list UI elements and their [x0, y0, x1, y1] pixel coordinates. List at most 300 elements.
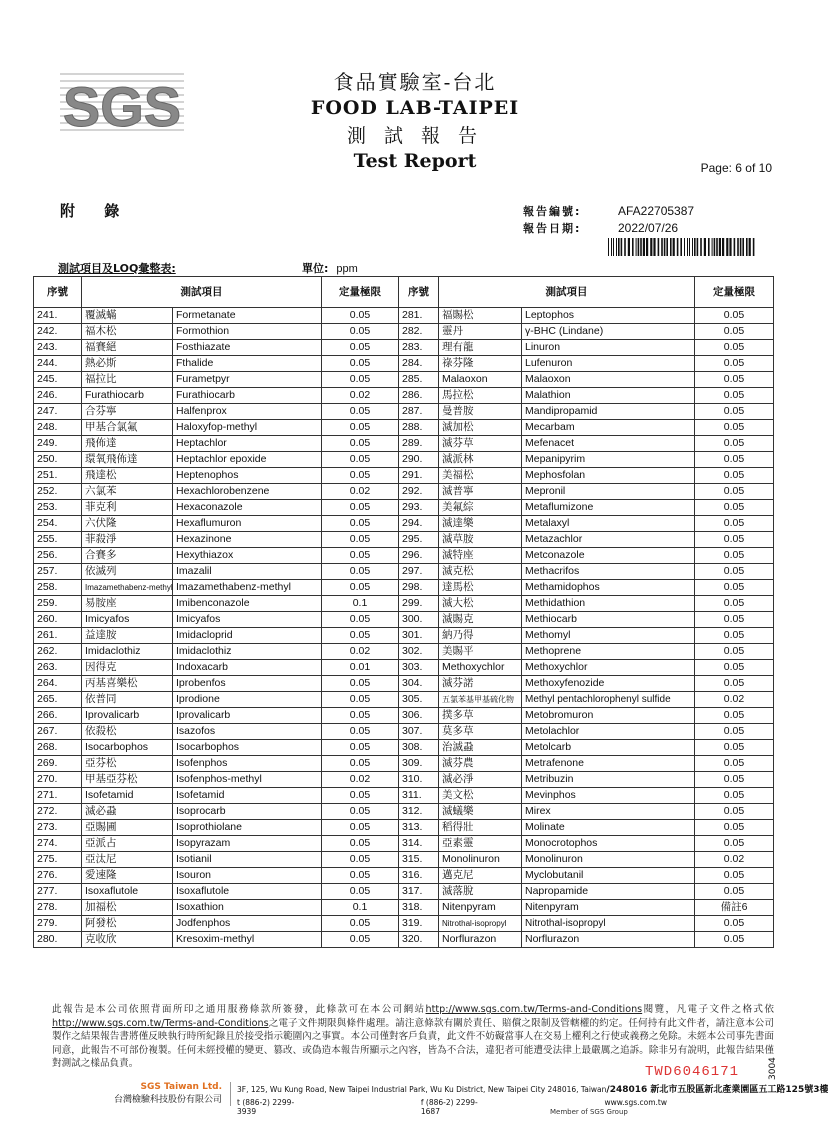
loq-value: 0.05	[695, 788, 774, 804]
item-name-zh: 稻得壯	[439, 820, 522, 836]
row-number: 315.	[399, 852, 439, 868]
item-name-en: Hexachlorobenzene	[173, 484, 322, 500]
row-number: 282.	[399, 324, 439, 340]
item-name-zh: 甲基亞芬松	[82, 772, 173, 788]
loq-value: 0.02	[322, 388, 399, 404]
loq-value: 0.05	[322, 372, 399, 388]
item-name-zh: Methoxychlor	[439, 660, 522, 676]
loq-value: 備註6	[695, 900, 774, 916]
item-name-en: Isoprothiolane	[173, 820, 322, 836]
item-name-zh: 滅派林	[439, 452, 522, 468]
item-name-zh: 依滅列	[82, 564, 173, 580]
barcode-bar	[734, 238, 736, 256]
item-name-en: Mepronil	[522, 484, 695, 500]
table-row	[34, 868, 774, 884]
item-name-zh: 邁克尼	[439, 868, 522, 884]
item-name-zh: 亞素靈	[439, 836, 522, 852]
unit-value: ppm	[336, 263, 358, 275]
item-name-en: Lufenuron	[522, 356, 695, 372]
row-number: 272.	[34, 804, 82, 820]
row-number: 244.	[34, 356, 82, 372]
loq-value: 0.05	[695, 628, 774, 644]
row-number: 311.	[399, 788, 439, 804]
item-name-en: Isoxaflutole	[173, 884, 322, 900]
terms-link[interactable]: http://www.sgs.com.tw/Terms-and-Conditions	[52, 1017, 269, 1029]
item-name-zh: 福木松	[82, 324, 173, 340]
item-name-en: Isazofos	[173, 724, 322, 740]
loq-value: 0.05	[695, 436, 774, 452]
item-name-en: Metolachlor	[522, 724, 695, 740]
item-name-zh: Norflurazon	[439, 932, 522, 948]
row-number: 301.	[399, 628, 439, 644]
table-row	[34, 580, 774, 596]
table-row	[34, 900, 774, 916]
item-name-zh: 美文松	[439, 788, 522, 804]
table-row	[34, 916, 774, 932]
barcode-bar	[638, 238, 640, 256]
item-name-zh: Nitenpyram	[439, 900, 522, 916]
loq-value: 0.05	[322, 852, 399, 868]
barcode-bar	[694, 238, 696, 256]
row-number: 254.	[34, 516, 82, 532]
loq-value: 0.02	[695, 852, 774, 868]
loq-value: 0.05	[695, 820, 774, 836]
table-row	[34, 708, 774, 724]
barcode-bar	[628, 238, 630, 256]
item-name-zh: 環氧飛佈達	[82, 452, 173, 468]
row-number: 274.	[34, 836, 82, 852]
item-name-zh: 治滅蝨	[439, 740, 522, 756]
row-number: 306.	[399, 708, 439, 724]
item-name-zh: 阿發松	[82, 916, 173, 932]
item-name-en: Nitenpyram	[522, 900, 695, 916]
address-en: 3F, 125, Wu Kung Road, New Taipei Industrial Park, Wu Ku District, New Taipei City 248016, Taiwan	[237, 1085, 607, 1094]
item-name-en: Malaoxon	[522, 372, 695, 388]
item-name-en: Iprodione	[173, 692, 322, 708]
item-name-en: Hexaflumuron	[173, 516, 322, 532]
loq-value: 0.1	[322, 900, 399, 916]
item-name-zh: 福拉比	[82, 372, 173, 388]
loq-value: 0.05	[322, 756, 399, 772]
item-name-zh: 滅蟻樂	[439, 804, 522, 820]
report-title-en: Test Report	[353, 150, 477, 172]
item-name-en: Indoxacarb	[173, 660, 322, 676]
item-name-en: Imazalil	[173, 564, 322, 580]
item-name-zh: 滅落脫	[439, 884, 522, 900]
loq-value: 0.05	[695, 484, 774, 500]
row-number: 249.	[34, 436, 82, 452]
row-number: 255.	[34, 532, 82, 548]
item-name-zh: Imicyafos	[82, 612, 173, 628]
loq-value: 0.05	[322, 356, 399, 372]
loq-value: 0.05	[695, 660, 774, 676]
table-row	[34, 820, 774, 836]
row-number: 305.	[399, 692, 439, 708]
item-name-en: Malathion	[522, 388, 695, 404]
loq-value: 0.05	[322, 932, 399, 948]
barcode-bar	[729, 238, 731, 256]
barcode-bar	[640, 238, 642, 256]
col-loq: 定量極限	[695, 277, 774, 308]
barcode-bar	[740, 238, 742, 256]
loq-value: 0.05	[695, 916, 774, 932]
item-name-zh: 撲多草	[439, 708, 522, 724]
barcode-bar	[677, 238, 679, 256]
barcode-bar	[673, 238, 675, 256]
item-name-zh: Malaoxon	[439, 372, 522, 388]
barcode-bar	[722, 238, 724, 256]
loq-value: 0.05	[695, 420, 774, 436]
item-name-en: Halfenprox	[173, 404, 322, 420]
loq-value: 0.05	[322, 916, 399, 932]
loq-value: 0.05	[322, 836, 399, 852]
row-number: 316.	[399, 868, 439, 884]
barcode-bar	[697, 238, 699, 256]
unit-label: 單位:	[302, 262, 329, 275]
barcode-bar	[613, 238, 614, 256]
row-number: 251.	[34, 468, 82, 484]
item-name-zh: 飛達松	[82, 468, 173, 484]
company-zh: 台灣檢驗科技股份有限公司	[113, 1095, 222, 1105]
item-name-en: Mephosfolan	[522, 468, 695, 484]
row-number: 256.	[34, 548, 82, 564]
table-row	[34, 388, 774, 404]
row-number: 314.	[399, 836, 439, 852]
item-name-en: Monocrotophos	[522, 836, 695, 852]
row-number: 253.	[34, 500, 82, 516]
loq-value: 0.05	[322, 340, 399, 356]
row-number: 317.	[399, 884, 439, 900]
item-name-zh: 加福松	[82, 900, 173, 916]
disclaimer-text-3: 之電子文件期限與條件處理。請注意條款有關於責任、賠償之限制及管轄權的約定。任何持有此文件者，請注意本公司製作之結果報告書將僅反映執行時所紀錄且於接受指示範圍內之事實。本公司僅對客戶負責，此文件不妨礙當事人在交易上權利之行使或義務之免除。未經本公司事先書面同意，此報告不可部份複製。任何未經授權的變更、篡改、或偽造本報告所顯示之內容，皆為不合法，違犯者可能遭受法律上最嚴厲之追訴。除非另有說明，此報告結果僅對測試之樣品負責。	[52, 1017, 774, 1069]
item-name-en: Napropamide	[522, 884, 695, 900]
barcode-bar	[726, 238, 728, 256]
item-name-zh: 達馬松	[439, 580, 522, 596]
disclaimer	[52, 1003, 774, 1071]
item-name-zh: 覆滅蟎	[82, 308, 173, 324]
item-name-en: Furathiocarb	[173, 388, 322, 404]
loq-value: 0.1	[322, 596, 399, 612]
item-name-en: Haloxyfop-methyl	[173, 420, 322, 436]
item-name-zh: 曼普胺	[439, 404, 522, 420]
item-name-en: Isotianil	[173, 852, 322, 868]
row-number: 289.	[399, 436, 439, 452]
barcode-bar	[658, 238, 660, 256]
loq-value: 0.05	[322, 308, 399, 324]
company-en: SGS Taiwan Ltd.	[140, 1082, 222, 1092]
item-name-zh: 克收欣	[82, 932, 173, 948]
table-row	[34, 340, 774, 356]
loq-value: 0.05	[322, 324, 399, 340]
item-name-en: Imidaclothiz	[173, 644, 322, 660]
row-number: 242.	[34, 324, 82, 340]
row-number: 278.	[34, 900, 82, 916]
item-name-en: Metobromuron	[522, 708, 695, 724]
report-date: 2022/07/26	[618, 220, 679, 235]
loq-value: 0.05	[695, 340, 774, 356]
loq-value: 0.05	[322, 628, 399, 644]
disclaimer-text-2: 閱覽，凡電子文件之格式依	[642, 1004, 775, 1015]
table-row	[34, 852, 774, 868]
svg-text:SGS: SGS	[62, 75, 182, 138]
item-name-zh: 易胺座	[82, 596, 173, 612]
loq-value: 0.05	[695, 612, 774, 628]
loq-value: 0.05	[695, 804, 774, 820]
row-number: 313.	[399, 820, 439, 836]
item-name-en: Heptachlor	[173, 436, 322, 452]
item-name-zh: 熱必斯	[82, 356, 173, 372]
item-name-zh: 飛佈達	[82, 436, 173, 452]
col-item: 測試項目	[439, 277, 695, 308]
item-name-zh: 滅必淨	[439, 772, 522, 788]
item-name-en: Isocarbophos	[173, 740, 322, 756]
item-name-zh: 理有龍	[439, 340, 522, 356]
footer-company	[92, 1082, 222, 1105]
row-number: 295.	[399, 532, 439, 548]
item-name-en: Isoxathion	[173, 900, 322, 916]
loq-value: 0.05	[695, 516, 774, 532]
item-name-en: Hexythiazox	[173, 548, 322, 564]
barcode-bar	[742, 238, 744, 256]
barcode-bar	[704, 238, 706, 256]
item-name-zh: 丙基喜樂松	[82, 676, 173, 692]
row-number: 308.	[399, 740, 439, 756]
row-number: 243.	[34, 340, 82, 356]
row-number: 298.	[399, 580, 439, 596]
lab-name-en: FOOD LAB-TAIPEI	[310, 97, 520, 119]
loq-value: 0.05	[322, 564, 399, 580]
table-row	[34, 612, 774, 628]
loq-value: 0.05	[322, 804, 399, 820]
loq-value: 0.02	[695, 692, 774, 708]
page-number: Page: 6 of 10	[700, 161, 772, 175]
row-number: 246.	[34, 388, 82, 404]
row-number: 259.	[34, 596, 82, 612]
item-name-en: Isouron	[173, 868, 322, 884]
item-name-zh: 滅特座	[439, 548, 522, 564]
row-number: 280.	[34, 932, 82, 948]
item-name-en: Leptophos	[522, 308, 695, 324]
loq-value: 0.05	[695, 868, 774, 884]
item-name-en: Methomyl	[522, 628, 695, 644]
report-no-label: 報告編號:	[523, 204, 582, 218]
table-row	[34, 452, 774, 468]
barcode-bar	[689, 238, 690, 256]
barcode-bar	[692, 238, 693, 256]
loq-value: 0.05	[322, 548, 399, 564]
loq-value: 0.05	[322, 452, 399, 468]
item-name-zh: 滅達樂	[439, 516, 522, 532]
item-name-en: Myclobutanil	[522, 868, 695, 884]
loq-value: 0.05	[322, 708, 399, 724]
loq-value: 0.05	[322, 676, 399, 692]
item-name-en: Kresoxim-methyl	[173, 932, 322, 948]
col-loq: 定量極限	[322, 277, 399, 308]
table-row	[34, 724, 774, 740]
item-name-en: Imidacloprid	[173, 628, 322, 644]
item-name-zh: 益達胺	[82, 628, 173, 644]
loq-value: 0.05	[695, 452, 774, 468]
row-number: 287.	[399, 404, 439, 420]
item-name-zh: 菲殺淨	[82, 532, 173, 548]
row-number: 285.	[399, 372, 439, 388]
loq-value: 0.05	[322, 820, 399, 836]
item-name-en: Isofetamid	[173, 788, 322, 804]
item-name-en: Methoxyfenozide	[522, 676, 695, 692]
barcode-bar	[661, 238, 663, 256]
loq-value: 0.01	[322, 660, 399, 676]
loq-value: 0.05	[695, 404, 774, 420]
member-note: Member of SGS Group	[550, 1108, 628, 1116]
row-number: 286.	[399, 388, 439, 404]
item-name-en: Nitrothal-isopropyl	[522, 916, 695, 932]
col-no: 序號	[34, 277, 82, 308]
loq-value: 0.05	[695, 836, 774, 852]
row-number: 294.	[399, 516, 439, 532]
item-name-zh: 福賜松	[439, 308, 522, 324]
report-date-label: 報告日期:	[523, 221, 582, 235]
item-name-zh: Isocarbophos	[82, 740, 173, 756]
col-item: 測試項目	[82, 277, 322, 308]
loq-value: 0.05	[322, 884, 399, 900]
loq-value: 0.02	[322, 484, 399, 500]
item-name-en: Metaflumizone	[522, 500, 695, 516]
row-number: 245.	[34, 372, 82, 388]
item-name-en: Metrafenone	[522, 756, 695, 772]
loq-value: 0.05	[695, 532, 774, 548]
loq-value: 0.05	[695, 580, 774, 596]
loq-value: 0.02	[322, 772, 399, 788]
website[interactable]: www.sgs.com.tw	[604, 1098, 667, 1107]
report-header	[240, 66, 590, 172]
table-row	[34, 740, 774, 756]
table-row	[34, 484, 774, 500]
barcode-bar	[749, 238, 751, 256]
item-name-zh: 亞芬松	[82, 756, 173, 772]
item-name-zh: 滅克松	[439, 564, 522, 580]
row-number: 252.	[34, 484, 82, 500]
loq-table	[33, 276, 774, 948]
item-name-zh: 馬拉松	[439, 388, 522, 404]
loq-value: 0.05	[695, 740, 774, 756]
item-name-zh: 滅芬草	[439, 436, 522, 452]
item-name-zh: 甲基合氯氟	[82, 420, 173, 436]
barcode	[608, 238, 754, 256]
row-number: 277.	[34, 884, 82, 900]
loq-value: 0.05	[322, 532, 399, 548]
item-name-zh: Isofetamid	[82, 788, 173, 804]
item-name-zh: Monolinuron	[439, 852, 522, 868]
item-name-en: Mandipropamid	[522, 404, 695, 420]
terms-link[interactable]: http://www.sgs.com.tw/Terms-and-Conditions	[425, 1004, 643, 1015]
loq-value: 0.05	[695, 548, 774, 564]
item-name-zh: 祿芬隆	[439, 356, 522, 372]
row-number: 264.	[34, 676, 82, 692]
barcode-bar	[712, 238, 713, 256]
loq-value: 0.05	[695, 468, 774, 484]
barcode-bar	[618, 238, 620, 256]
item-name-zh: 合芬寧	[82, 404, 173, 420]
loq-value: 0.05	[695, 308, 774, 324]
fax: f (886-2) 2299-1687	[420, 1098, 478, 1116]
barcode-bar	[680, 238, 682, 256]
table-row	[34, 324, 774, 340]
barcode-bar	[653, 238, 655, 256]
item-name-en: Mefenacet	[522, 436, 695, 452]
row-number: 318.	[399, 900, 439, 916]
barcode-bar	[650, 238, 652, 256]
item-name-en: Imicyafos	[173, 612, 322, 628]
row-number: 283.	[399, 340, 439, 356]
loq-value: 0.05	[695, 356, 774, 372]
item-name-en: Methoprene	[522, 644, 695, 660]
item-name-en: Heptenophos	[173, 468, 322, 484]
loq-value: 0.05	[322, 788, 399, 804]
table-row	[34, 644, 774, 660]
item-name-en: Heptachlor epoxide	[173, 452, 322, 468]
row-number: 268.	[34, 740, 82, 756]
row-number: 300.	[399, 612, 439, 628]
item-name-zh: 亞汰尼	[82, 852, 173, 868]
item-name-zh: 菲克利	[82, 500, 173, 516]
item-name-en: Isopyrazam	[173, 836, 322, 852]
loq-value: 0.05	[695, 324, 774, 340]
table-row	[34, 676, 774, 692]
row-number: 288.	[399, 420, 439, 436]
loq-value: 0.05	[695, 388, 774, 404]
loq-value: 0.05	[322, 580, 399, 596]
item-name-en: Methyl pentachlorophenyl sulfide	[522, 692, 695, 708]
item-name-zh: 愛速隆	[82, 868, 173, 884]
item-name-en: Imazamethabenz-methyl	[173, 580, 322, 596]
item-name-zh: 五氯苯基甲基硫化物	[439, 692, 522, 708]
barcode-bar	[719, 238, 721, 256]
item-name-en: Methoxychlor	[522, 660, 695, 676]
report-title-zh: 測 試 報 告	[346, 125, 484, 147]
item-name-en: Iprovalicarb	[173, 708, 322, 724]
item-name-zh: 滅芬諾	[439, 676, 522, 692]
table-row	[34, 660, 774, 676]
barcode-bar	[753, 238, 755, 256]
loq-value: 0.05	[322, 516, 399, 532]
barcode-bar	[684, 238, 685, 256]
item-name-en: Metazachlor	[522, 532, 695, 548]
barcode-bar	[714, 238, 716, 256]
barcode-bar	[632, 238, 634, 256]
row-number: 291.	[399, 468, 439, 484]
footer-contact	[237, 1082, 828, 1116]
row-number: 273.	[34, 820, 82, 836]
item-name-zh: 福賽絕	[82, 340, 173, 356]
table-row	[34, 468, 774, 484]
item-name-zh: 合賽多	[82, 548, 173, 564]
table-row	[34, 516, 774, 532]
row-number: 270.	[34, 772, 82, 788]
report-no: AFA22705387	[618, 203, 695, 218]
item-name-en: Methamidophos	[522, 580, 695, 596]
item-name-en: Mecarbam	[522, 420, 695, 436]
phone: t (886-2) 2299-3939	[237, 1098, 295, 1116]
loq-value: 0.05	[322, 404, 399, 420]
barcode-bar	[611, 238, 612, 256]
loq-value: 0.05	[695, 644, 774, 660]
item-name-zh: 因得克	[82, 660, 173, 676]
item-name-zh: 滅草胺	[439, 532, 522, 548]
barcode-bar	[621, 238, 623, 256]
item-name-en: Formetanate	[173, 308, 322, 324]
item-name-en: Norflurazon	[522, 932, 695, 948]
item-name-zh: 美氟綜	[439, 500, 522, 516]
